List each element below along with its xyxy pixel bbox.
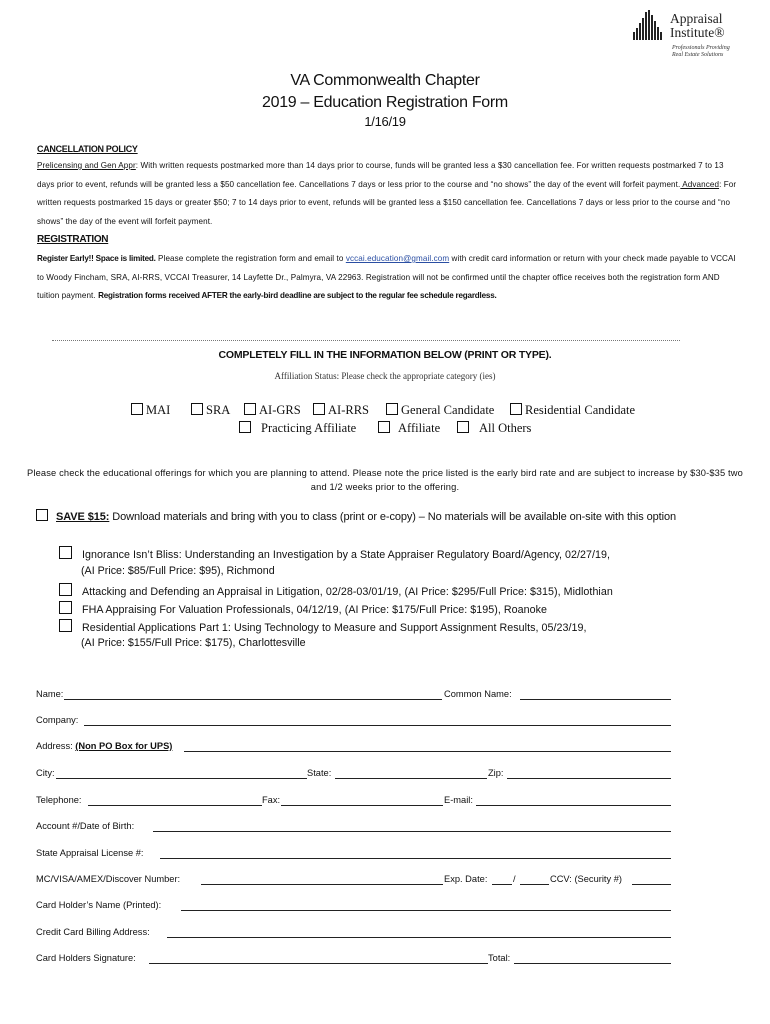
- registration-text-2: with credit card information or return with your check made payable to VCCAI to Woody Fincham, SRA, AI-RRS, VCCAI Treasurer, 14 Layfette Dr., Palmyra, VA 22963. Registration will not be confirmed until the chapter office receives both the registration form AND tuition payment.: [37, 254, 736, 300]
- checkbox-label: SRA: [206, 403, 231, 417]
- prelicensing-text: : With written requests postmarked more than 14 days prior to course, funds will be granted less a $30 cancellation fee. For written requests postmarked 7 to 13 days prior to event, refunds will be granted less a $50 cancellation fee. Cancellations 7 days or less prior to the course and “no shows” the day of the event will forfeit payment.: [37, 161, 724, 189]
- checkbox-label: AI-GRS: [259, 403, 301, 417]
- checkbox-label: All Others: [479, 421, 532, 435]
- signature-field[interactable]: [149, 963, 488, 964]
- telephone-label: Telephone:: [36, 795, 82, 805]
- checkbox-label: General Candidate: [401, 403, 495, 417]
- checkbox-box[interactable]: [510, 403, 522, 415]
- registration-text-1: Please complete the registration form and email to: [155, 254, 346, 263]
- course-line: Attacking and Defending an Appraisal in Litigation, 02/28-03/01/19, (AI Price: $295/Full Price: $315), Midlothian: [82, 586, 613, 598]
- card-number-label: MC/VISA/AMEX/Discover Number:: [36, 874, 181, 884]
- name-label: Name:: [36, 689, 64, 699]
- advanced-text: : For written requests postmarked 15 days or greater $50; 7 to 14 days prior to event, refunds will be granted less a $150 cancellation fee. Cancellations 7 days or less prior to the course and “no shows” the day of the event will forfeit payment.: [37, 179, 737, 226]
- license-field[interactable]: [160, 858, 671, 859]
- fax-field[interactable]: [281, 805, 443, 806]
- save-15-text: Download materials and bring with you to class (print or e-copy) – No materials will be available on-site with this option: [109, 511, 677, 523]
- checkbox-box[interactable]: [239, 421, 251, 433]
- checkbox-box[interactable]: [131, 403, 143, 415]
- logo-name-line1: Appraisal: [670, 11, 723, 26]
- form-row-billing: [36, 925, 671, 939]
- billing-address-field[interactable]: [167, 937, 671, 938]
- telephone-field[interactable]: [88, 805, 262, 806]
- checkbox-residential-candidate[interactable]: [510, 403, 635, 418]
- state-field[interactable]: [335, 778, 487, 779]
- city-field[interactable]: [56, 778, 307, 779]
- cancellation-heading: CANCELLATION POLICY: [37, 144, 138, 154]
- total-label: Total:: [488, 953, 511, 963]
- registration-heading: REGISTRATION: [37, 234, 109, 245]
- course-option-residential-applications[interactable]: [59, 619, 587, 634]
- checkbox-box[interactable]: [59, 583, 72, 596]
- ccv-label: CCV: (Security #): [550, 874, 622, 884]
- course-line-continued: (AI Price: $155/Full Price: $175), Charlottesville: [81, 637, 306, 649]
- form-date: 1/16/19: [364, 114, 406, 129]
- fax-label: Fax:: [262, 795, 281, 805]
- advanced-label: Advanced: [680, 179, 720, 189]
- registration-deadline-note: Registration forms received AFTER the early-bird deadline are subject to the regular fee schedule regardless.: [98, 291, 497, 300]
- form-row-signature: [36, 951, 671, 965]
- checkbox-all-others[interactable]: [457, 421, 531, 436]
- total-field[interactable]: [514, 963, 671, 964]
- course-line: Residential Applications Part 1: Using Technology to Measure and Support Assignment Results, 05/23/19,: [82, 622, 587, 634]
- signature-label: Card Holders Signature:: [36, 953, 136, 963]
- holder-name-field[interactable]: [181, 910, 671, 911]
- billing-address-label: Credit Card Billing Address:: [36, 927, 150, 937]
- logo-tagline-line2: Real Estate Solutions: [672, 52, 724, 58]
- card-number-field[interactable]: [201, 884, 443, 885]
- checkbox-affiliate[interactable]: [378, 421, 440, 436]
- checkbox-practicing-affiliate[interactable]: [239, 421, 356, 436]
- form-row-company: [36, 713, 671, 727]
- ccv-field[interactable]: [632, 884, 671, 885]
- exp-date-label: Exp. Date:: [444, 874, 488, 884]
- affiliation-prompt: Affiliation Status: Please check the appropriate category (ies): [274, 371, 496, 381]
- form-row-account: [36, 819, 671, 833]
- checkbox-label: Practicing Affiliate: [261, 421, 357, 435]
- chapter-title: VA Commonwealth Chapter: [290, 72, 480, 89]
- checkbox-box[interactable]: [36, 509, 48, 521]
- logo-tagline: [672, 45, 730, 59]
- address-label-text: Address:: [36, 741, 76, 751]
- account-field[interactable]: [153, 831, 671, 832]
- registration-email-link[interactable]: vccai.education@gmail.com: [345, 254, 450, 263]
- email-field[interactable]: [476, 805, 671, 806]
- cancellation-paragraph: [37, 157, 737, 231]
- prelicensing-label: Prelicensing and Gen Appr: [37, 161, 136, 170]
- name-field[interactable]: [64, 699, 442, 700]
- course-line: Ignorance Isn’t Bliss: Understanding an Investigation by a State Appraiser Regulatory Board/Agency, 02/27/19,: [82, 549, 611, 561]
- account-label: Account #/Date of Birth:: [36, 821, 135, 831]
- exp-separator: /: [513, 874, 516, 884]
- common-name-label: Common Name:: [444, 689, 512, 699]
- logo-tagline-line1: Professionals Providing: [672, 45, 730, 51]
- checkbox-box[interactable]: [313, 403, 325, 415]
- checkbox-ai-rrs[interactable]: [313, 403, 369, 418]
- course-line-continued: (AI Price: $85/Full Price: $95), Richmond: [81, 565, 275, 577]
- address-label-note: (Non PO Box for UPS): [75, 741, 173, 751]
- address-label: [36, 741, 173, 751]
- zip-label: Zip:: [488, 768, 504, 778]
- checkbox-mai[interactable]: [131, 403, 170, 418]
- checkbox-box[interactable]: [191, 403, 203, 415]
- checkbox-box[interactable]: [59, 619, 72, 632]
- checkbox-label: MAI: [146, 403, 171, 417]
- city-label: City:: [36, 768, 55, 778]
- checkbox-box[interactable]: [59, 601, 72, 614]
- appraisal-institute-logo-mark: [633, 10, 663, 40]
- form-row-license: [36, 846, 671, 860]
- registration-paragraph: [37, 250, 737, 306]
- checkbox-label: AI-RRS: [328, 403, 369, 417]
- form-title: 2019 – Education Registration Form: [262, 94, 508, 111]
- checkbox-sra[interactable]: [191, 403, 230, 418]
- checkbox-box[interactable]: [457, 421, 469, 433]
- license-label: State Appraisal License #:: [36, 848, 144, 858]
- exp-month-field[interactable]: [492, 884, 512, 885]
- checkbox-box[interactable]: [59, 546, 72, 559]
- course-option-attacking-defending[interactable]: [59, 583, 613, 598]
- checkbox-ai-grs[interactable]: [244, 403, 301, 418]
- zip-field[interactable]: [507, 778, 671, 779]
- state-label: State:: [307, 768, 332, 778]
- company-field[interactable]: [84, 725, 671, 726]
- email-label: E-mail:: [444, 795, 473, 805]
- offerings-note: Please check the educational offerings for which you are planning to attend. Please note the price listed is the early bird rate and are subject to increase by $30-$35 two and 1/2 weeks prior to the offering.: [27, 468, 743, 492]
- course-line: FHA Appraising For Valuation Professionals, 04/12/19, (AI Price: $175/Full Price: $195), Roanoke: [82, 604, 548, 616]
- save-15-option[interactable]: [36, 509, 676, 523]
- dotted-divider: [52, 340, 680, 341]
- register-early-label: Register Early!! Space is limited.: [37, 254, 156, 263]
- checkbox-general-candidate[interactable]: [386, 403, 494, 418]
- checkbox-box[interactable]: [386, 403, 398, 415]
- company-label: Company:: [36, 715, 79, 725]
- checkbox-label: Affiliate: [398, 421, 441, 435]
- save-15-label: SAVE $15:: [56, 511, 110, 523]
- form-row-holder-name: [36, 898, 671, 912]
- form-row-name: [36, 687, 671, 701]
- logo-name-line2: Institute®: [670, 25, 725, 40]
- holder-name-label: Card Holder’s Name (Printed):: [36, 900, 162, 910]
- exp-year-field[interactable]: [520, 884, 549, 885]
- form-row-contact: [36, 793, 671, 807]
- common-name-field[interactable]: [520, 699, 671, 700]
- form-row-address: [36, 739, 671, 753]
- logo-name: [670, 12, 725, 40]
- checkbox-box[interactable]: [244, 403, 256, 415]
- form-row-card: [36, 872, 671, 886]
- checkbox-label: Residential Candidate: [525, 403, 636, 417]
- fill-instructions-heading: COMPLETELY FILL IN THE INFORMATION BELOW (PRINT OR TYPE).: [218, 349, 552, 361]
- address-field[interactable]: [184, 751, 671, 752]
- form-row-city-state-zip: [36, 766, 671, 780]
- course-option-ignorance-isnt-bliss[interactable]: [59, 546, 610, 561]
- checkbox-box[interactable]: [378, 421, 390, 433]
- course-option-fha-appraising[interactable]: [59, 601, 547, 616]
